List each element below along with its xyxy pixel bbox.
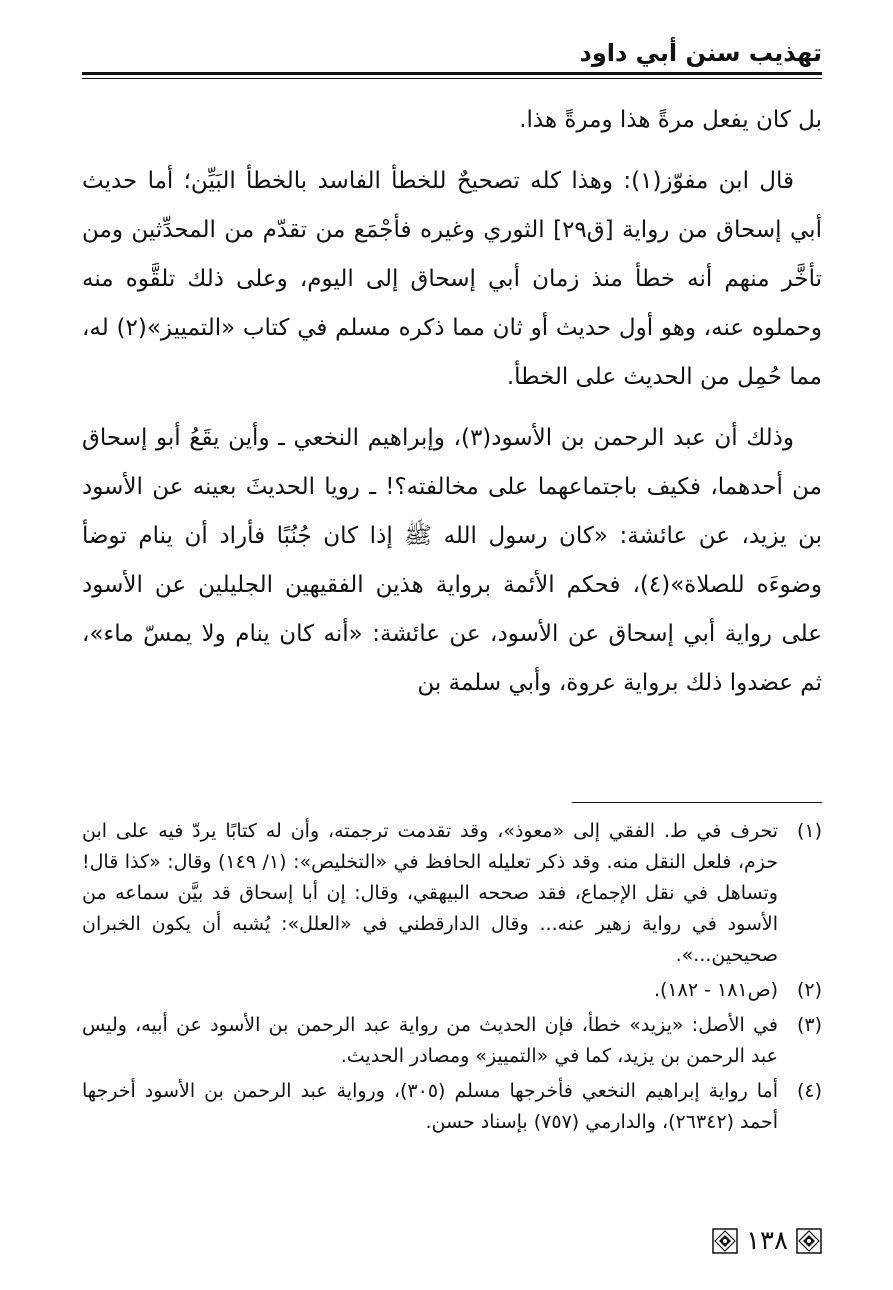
footnote-separator [572, 802, 822, 803]
footnote-text: (ص١٨١ - ١٨٢). [653, 979, 778, 1001]
footnote-number: (٣) [796, 1014, 822, 1036]
book-page [82, 38, 822, 1268]
main-text [82, 96, 822, 720]
paragraph: وذلك أن عبد الرحمن بن الأسود(٣)، وإبراهيم النخعي ـ وأين يقَعُ أبو إسحاق من أحدهما، فكيف باجتماعهما على مخالفته؟! ـ رويا الحديثَ بعينه عن الأسود بن يزيد، عن عائشة: «كان رسول الله ﷺ إذا كان جُنُبًا فأراد أن ينام توضأ وضوءَه للصلاة»(٤)، فحكم الأئمة برواية هذين الفقيهين الجليلين عن الأسود على رواية أبي إسحاق عن الأسود، عن عائشة: «أنه كان ينام ولا يمسّ ماء»، ثم عضدوا ذلك برواية عروة، وأبي سلمة بن [82, 425, 822, 696]
header-rule [82, 72, 822, 75]
footnote-text: تحرف في ط. الفقي إلى «معوذ»، وقد تقدمت ترجمته، وأن له كتابًا يردّ فيه على ابن حزم، فلعل النقل منه. وقد ذكر تعليله الحافظ في «التخليص»: (١/ ١٤٩) وقال: «كذا قال! وتساهل في نقل الإجماع، فقد صححه البيهقي، وقال: إن أبا إسحاق قد بيَّن سماعه من الأسود في رواية زهير عنه... وقال الدارقطني في «العلل»: يُشبه أن يكون الخبران صحيحين...». [82, 820, 778, 966]
paragraph: بل كان يفعل مرةً هذا ومرةً هذا. [519, 107, 822, 133]
page-number: ١٣٨ [746, 1226, 788, 1256]
footnote-number: (١) [796, 820, 822, 842]
page-number-block [712, 1226, 822, 1256]
running-header: تهذيب سنن أبي داود [579, 39, 822, 67]
footnotes [82, 816, 822, 1142]
footnote [82, 816, 822, 971]
footnote-number: (٤) [796, 1080, 822, 1102]
footnote [82, 1076, 822, 1138]
footnote-number: (٢) [796, 979, 822, 1001]
footnote-text: في الأصل: «يزيد» خطأ، فإن الحديث من رواية عبد الرحمن بن الأسود عن أبيه، وليس عبد الرحمن بن يزيد، كما في «التمييز» ومصادر الحديث. [82, 1014, 778, 1067]
arabesque-ornament-icon [712, 1228, 738, 1254]
footnote [82, 1010, 822, 1072]
paragraph: قال ابن مفوّز(١): وهذا كله تصحيحٌ للخطأ الفاسد بالخطأ البَيِّن؛ أما حديث أبي إسحاق من رواية [ق٢٩] الثوري وغيره فأجْمَع من تقدّم من المحدِّثين ومن تأخَّر منهم أنه خطأ منذ زمان أبي إسحاق إلى اليوم، وعلى ذلك تلقَّوه منه وحملوه عنه، وهو أول حديث أو ثان مما ذكره مسلم في كتاب «التمييز»(٢) له، مما حُمِل من الحديث على الخطأ. [82, 168, 823, 390]
footnote-text: أما رواية إبراهيم النخعي فأخرجها مسلم (٣٠٥)، ورواية عبد الرحمن بن الأسود أخرجها أحمد (٢٦٣٤٢)، والدارمي (٧٥٧) بإسناد حسن. [82, 1080, 778, 1133]
arabesque-ornament-icon [796, 1228, 822, 1254]
header-rule-thin [82, 78, 822, 79]
footnote [82, 975, 822, 1006]
